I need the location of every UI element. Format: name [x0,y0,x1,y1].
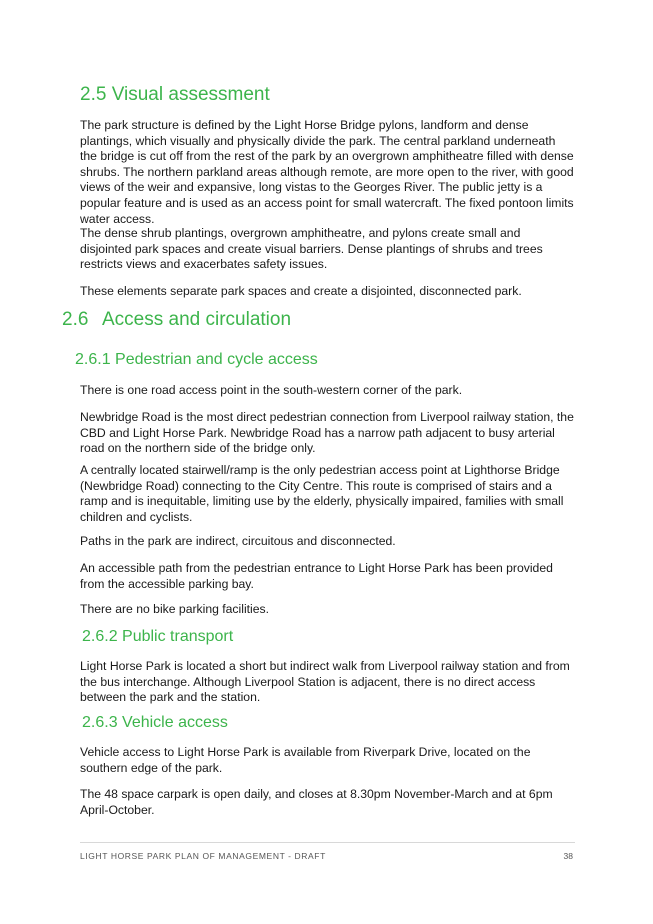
paragraph-text: Newbridge Road is the most direct pedestrian connection from Liverpool railway station, the CBD and Light Horse Park. Newbridge Road has a narrow path adjacent to busy arterial road on the northern side of the bridge only. [80,410,574,456]
section-title: Access and circulation [102,309,292,330]
section-2-6-heading [62,309,291,331]
section-2-6-1-paragraph-6 [80,602,575,618]
section-2-5-paragraph-3 [80,284,575,300]
section-2-6-1-paragraph-1 [80,383,575,399]
paragraph-text: An accessible path from the pedestrian entrance to Light Horse Park has been provided from the accessible parking bay. [80,561,553,591]
section-2-6-2-heading: 2.6.2 Public transport [82,628,234,645]
paragraph-text: A centrally located stairwell/ramp is the only pedestrian access point at Lighthorse Bridge (Newbridge Road) connecting to the City Centre. This route is comprised of stairs and a ramp and is inequitable, limiting use by the elderly, physically impaired, families with small children and cyclists. [80,463,564,524]
section-2-6-3-paragraph-1 [80,745,575,776]
section-number: 2.6 [62,309,89,330]
paragraph-text: There are no bike parking facilities. [80,602,270,616]
section-2-6-2-paragraph-1 [80,659,575,706]
paragraph-text: The dense shrub plantings, overgrown amphitheatre, and pylons create small and disjointed park spaces and create visual barriers. Dense plantings of shrubs and trees restricts views and exacerbates safety issues. [80,226,543,272]
footer-divider [80,842,575,843]
paragraph-text: The park structure is defined by the Light Horse Bridge pylons, landform and dense plantings, which visually and physically divide the park. The central parkland underneath the bridge is cut off from the rest of the park by an overgrown amphitheatre filled with dense shrubs. The northern parkland areas although remote, are more open to the river, with good views of the weir and expansive, long vistas to the Georges River. The public jetty is a popular feature and is used as an access point for small watercraft. The fixed pontoon limits water access. [80,118,574,226]
paragraph-text: These elements separate park spaces and create a disjointed, disconnected park. [80,284,522,298]
section-2-5-paragraph-2 [80,226,575,273]
section-2-6-3-heading: 2.6.3 Vehicle access [82,714,228,731]
section-2-6-1-paragraph-4 [80,534,575,550]
section-2-6-1-paragraph-5 [80,561,575,592]
section-2-6-3-paragraph-2 [80,787,575,818]
paragraph-text: Paths in the park are indirect, circuitous and disconnected. [80,534,396,548]
paragraph-text: Vehicle access to Light Horse Park is available from Riverpark Drive, located on the southern edge of the park. [80,745,531,775]
footer-page-number: 38 [563,851,573,861]
paragraph-text: Light Horse Park is located a short but indirect walk from Liverpool railway station and from the bus interchange. Although Liverpool Station is adjacent, there is no direct access between the park and the station. [80,659,570,705]
section-2-5-paragraph-1 [80,118,575,227]
section-2-5-heading: 2.5 Visual assessment [80,84,270,105]
section-2-6-1-heading: 2.6.1 Pedestrian and cycle access [75,351,318,368]
paragraph-text: The 48 space carpark is open daily, and closes at 8.30pm November-March and at 6pm April-October. [80,787,553,817]
footer-document-title: LIGHT HORSE PARK PLAN OF MANAGEMENT - DRAFT [80,851,326,861]
section-2-6-1-paragraph-2 [80,410,575,457]
paragraph-text: There is one road access point in the south-western corner of the park. [80,383,463,397]
section-2-6-1-paragraph-3 [80,463,575,525]
